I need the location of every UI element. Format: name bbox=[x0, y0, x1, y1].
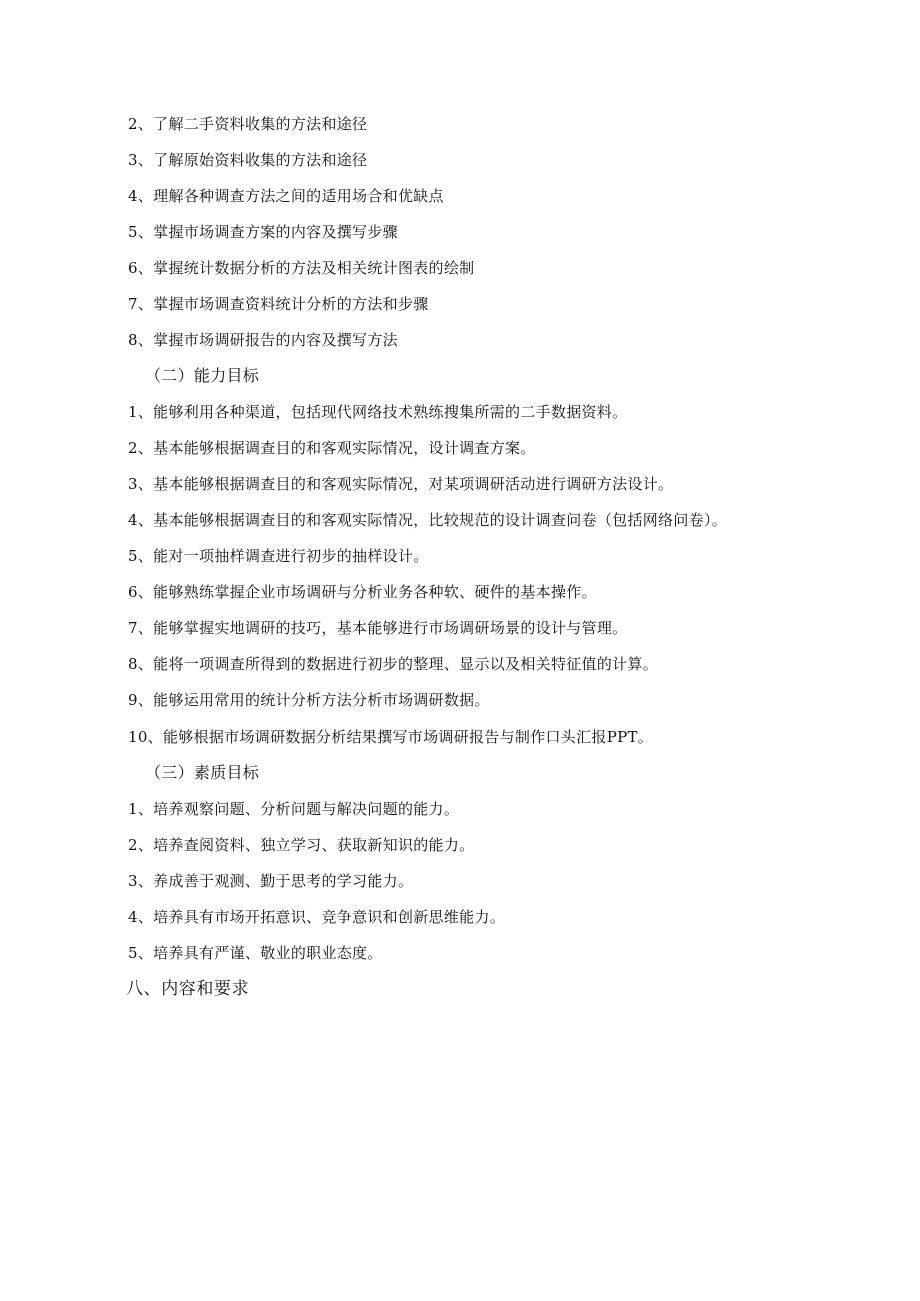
quality-item: 5、培养具有严谨、敬业的职业态度。 bbox=[128, 944, 383, 962]
ability-item: 9、能够运用常用的统计分析方法分析市场调研数据。 bbox=[128, 691, 490, 709]
knowledge-item: 6、掌握统计数据分析的方法及相关统计图表的绘制 bbox=[128, 259, 475, 277]
ability-heading: （二）能力目标 bbox=[145, 366, 260, 385]
ability-item: 6、能够熟练掌握企业市场调研与分析业务各种软、硬件的基本操作。 bbox=[128, 583, 597, 601]
ability-item: 5、能对一项抽样调查进行初步的抽样设计。 bbox=[128, 547, 429, 565]
knowledge-item: 8、掌握市场调研报告的内容及撰写方法 bbox=[128, 331, 398, 349]
section-heading: 八、内容和要求 bbox=[126, 979, 250, 999]
quality-heading: （三）素质目标 bbox=[145, 763, 260, 782]
knowledge-item: 3、了解原始资料收集的方法和途径 bbox=[128, 151, 368, 169]
ability-item: 1、能够利用各种渠道，包括现代网络技术熟练搜集所需的二手数据资料。 bbox=[128, 403, 628, 421]
ability-item: 7、能够掌握实地调研的技巧，基本能够进行市场调研场景的设计与管理。 bbox=[128, 619, 628, 637]
knowledge-item: 5、掌握市场调查方案的内容及撰写步骤 bbox=[128, 223, 398, 241]
ability-item: 4、基本能够根据调查目的和客观实际情况，比较规范的设计调查问卷（包括网络问卷）。 bbox=[128, 511, 728, 529]
knowledge-item: 2、了解二手资料收集的方法和途径 bbox=[128, 115, 368, 133]
quality-item: 1、培养观察问题、分析问题与解决问题的能力。 bbox=[128, 800, 460, 818]
knowledge-item: 7、掌握市场调查资料统计分析的方法和步骤 bbox=[128, 295, 429, 313]
ability-item: 10、能够根据市场调研数据分析结果撰写市场调研报告与制作口头汇报PPT。 bbox=[128, 728, 654, 746]
ability-item: 3、基本能够根据调查目的和客观实际情况，对某项调研活动进行调研方法设计。 bbox=[128, 475, 674, 493]
ability-item: 2、基本能够根据调查目的和客观实际情况，设计调查方案。 bbox=[128, 439, 536, 457]
knowledge-item: 4、理解各种调查方法之间的适用场合和优缺点 bbox=[128, 187, 444, 205]
quality-item: 3、养成善于观测、勤于思考的学习能力。 bbox=[128, 872, 414, 890]
quality-item: 4、培养具有市场开拓意识、竞争意识和创新思维能力。 bbox=[128, 908, 506, 926]
quality-item: 2、培养查阅资料、独立学习、获取新知识的能力。 bbox=[128, 836, 475, 854]
ability-item: 8、能将一项调查所得到的数据进行初步的整理、显示以及相关特征值的计算。 bbox=[128, 655, 659, 673]
